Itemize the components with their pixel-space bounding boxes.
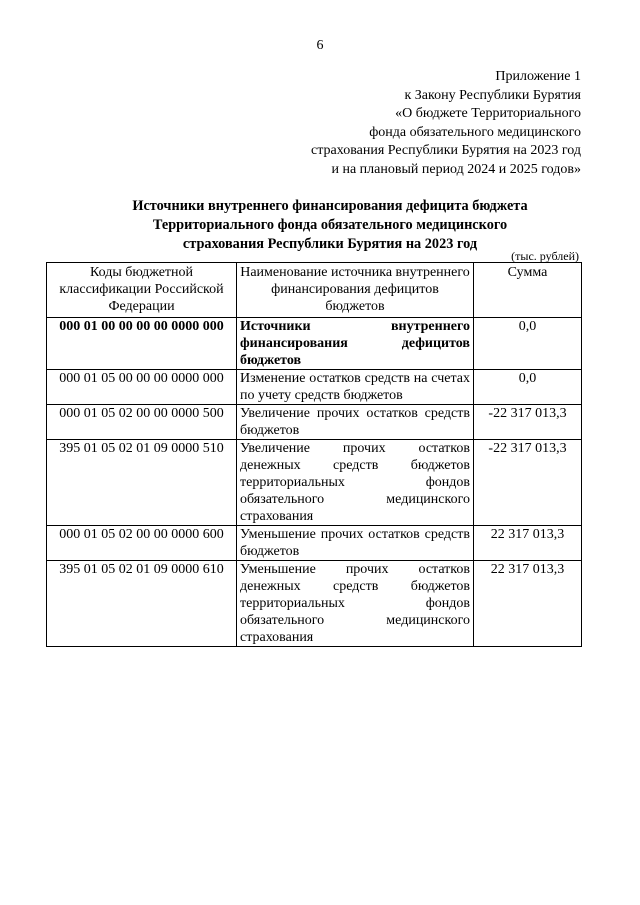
- title-line: страхования Республики Бурятия на 2023 год: [182, 236, 478, 252]
- row-code: 000 01 05 00 00 00 0000 000: [47, 370, 237, 405]
- appendix-line: «О бюджете Территориального: [395, 106, 581, 122]
- document-title: [60, 197, 600, 254]
- appendix-line: страхования Республики Бурятия на 2023 год: [311, 143, 581, 159]
- row-amount: 22 317 013,3: [474, 526, 582, 561]
- table-header-row: [47, 263, 582, 318]
- row-code: 000 01 05 02 00 00 0000 600: [47, 526, 237, 561]
- row-name: Изменение остатков средств на счетах по учету средств бюджетов: [237, 370, 474, 405]
- table-row: [47, 318, 582, 370]
- row-code: 395 01 05 02 01 09 0000 510: [47, 440, 237, 526]
- row-code: 000 01 05 02 00 00 0000 500: [47, 405, 237, 440]
- header-amount: Сумма: [474, 263, 582, 318]
- budget-sources-table: [46, 262, 582, 647]
- title-line: Территориального фонда обязательного медицинского: [152, 217, 508, 233]
- row-name: Увеличение прочих остатков средств бюджетов: [237, 405, 474, 440]
- row-name: Уменьшение прочих остатков средств бюджетов: [237, 526, 474, 561]
- row-amount: 22 317 013,3: [474, 561, 582, 647]
- table-row: [47, 405, 582, 440]
- row-name: Уменьшение прочих остатков денежных средств бюджетов территориальных фондов обязательного медицинского страхования: [237, 561, 474, 647]
- row-amount: 0,0: [474, 370, 582, 405]
- row-amount: -22 317 013,3: [474, 405, 582, 440]
- row-code: 395 01 05 02 01 09 0000 610: [47, 561, 237, 647]
- appendix-line: фонда обязательного медицинского: [369, 124, 581, 140]
- row-name: Источники внутреннего финансирования дефицитов бюджетов: [237, 318, 474, 370]
- row-amount: 0,0: [474, 318, 582, 370]
- appendix-line: к Закону Республики Бурятия: [404, 87, 581, 103]
- units-label: (тыс. рублей): [511, 249, 579, 263]
- header-codes: Коды бюджетной классификации Российской Федерации: [47, 263, 237, 318]
- row-amount: -22 317 013,3: [474, 440, 582, 526]
- row-name: Увеличение прочих остатков денежных средств бюджетов территориальных фондов обязательного медицинского страхования: [237, 440, 474, 526]
- table-row: [47, 561, 582, 647]
- header-name: Наименование источника внутреннего финансирования дефицитов бюджетов: [237, 263, 474, 318]
- appendix-note: [261, 68, 581, 180]
- table-row: [47, 526, 582, 561]
- title-line: Источники внутреннего финансирования дефицита бюджета: [132, 198, 528, 214]
- appendix-line: и на плановый период 2024 и 2025 годов»: [331, 161, 581, 177]
- table-row: [47, 440, 582, 526]
- appendix-line: Приложение 1: [495, 69, 581, 84]
- table-row: [47, 370, 582, 405]
- page-number: 6: [316, 38, 324, 53]
- row-code: 000 01 00 00 00 00 0000 000: [47, 318, 237, 370]
